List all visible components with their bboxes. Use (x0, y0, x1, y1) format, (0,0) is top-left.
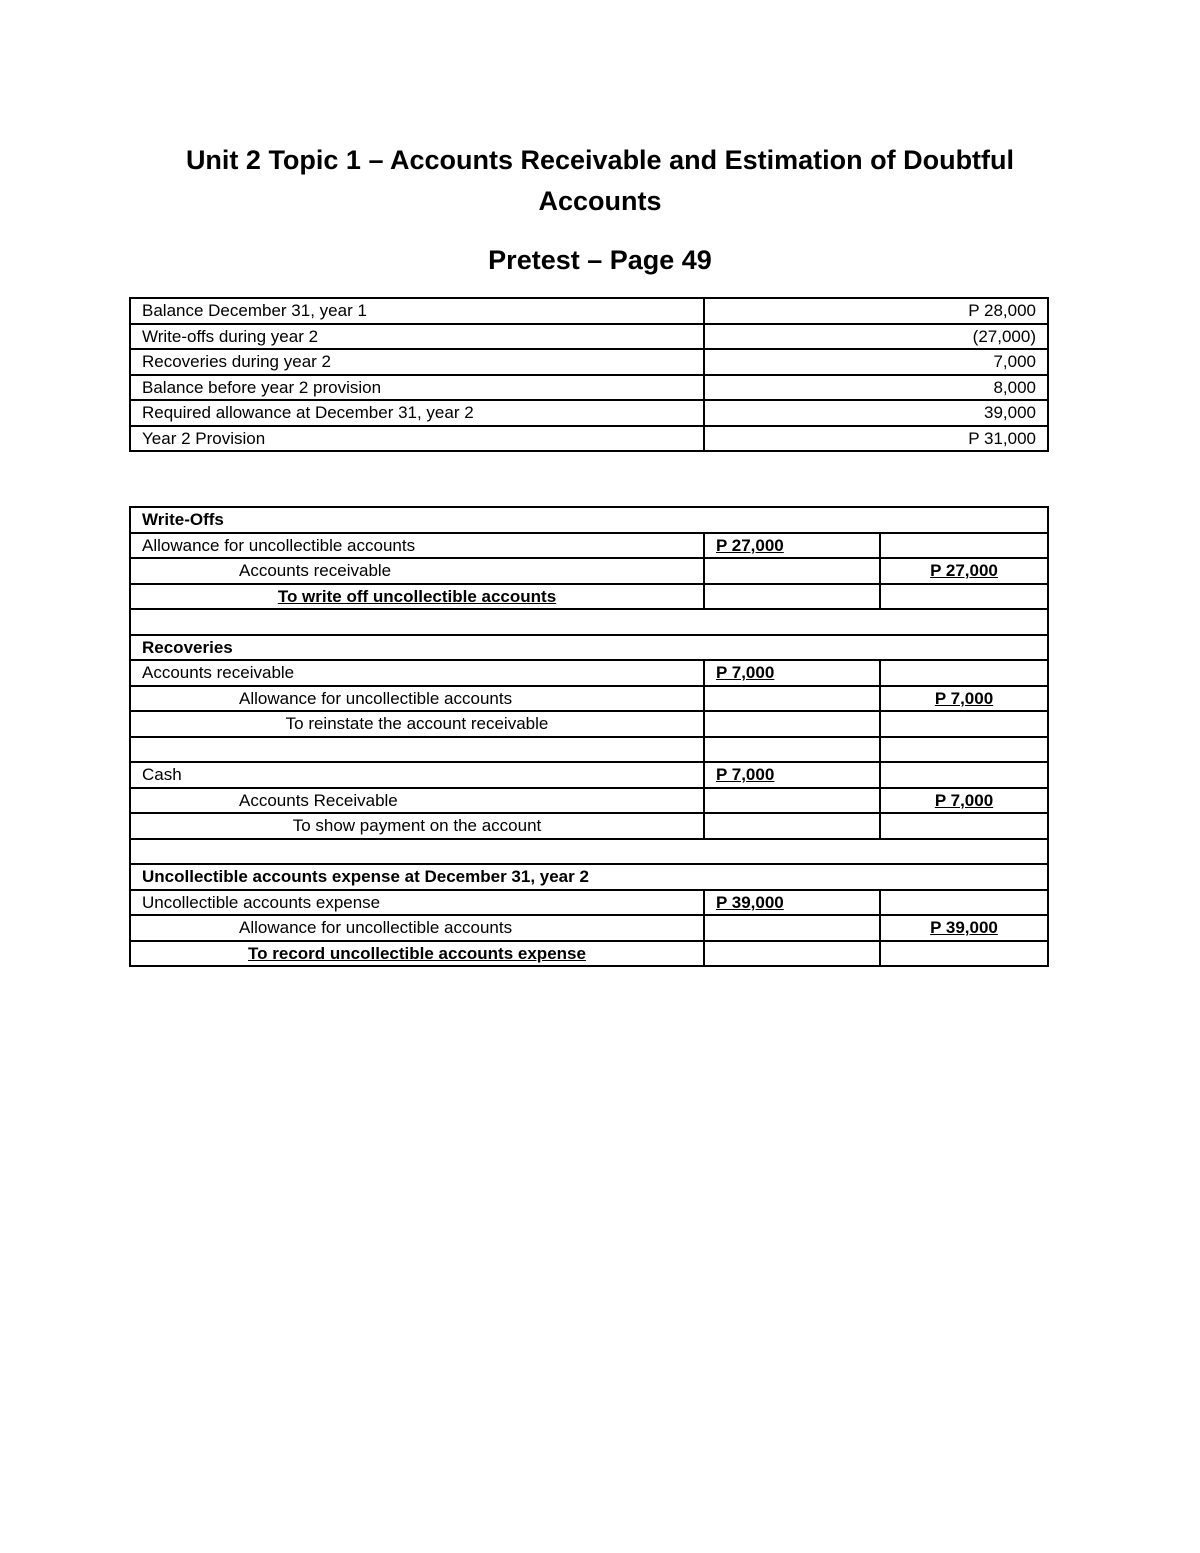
summary-label: Recoveries during year 2 (130, 349, 704, 375)
debit-account: Accounts receivable (130, 660, 704, 686)
debit-account: Uncollectible accounts expense (130, 890, 704, 916)
section-heading-expense: Uncollectible accounts expense at December 31, year 2 (130, 864, 1048, 890)
debit-amount: P 27,000 (716, 535, 784, 555)
debit-amount: P 7,000 (716, 663, 775, 683)
table-row (130, 609, 1048, 635)
entry-memo: To show payment on the account (130, 813, 704, 839)
table-row (130, 864, 1048, 890)
credit-amount: P 39,000 (930, 918, 998, 938)
credit-amount: P 27,000 (930, 561, 998, 581)
table-row (130, 839, 1048, 865)
table-row (130, 762, 1048, 788)
summary-value: P 31,000 (704, 426, 1048, 452)
credit-account: Allowance for uncollectible accounts (130, 915, 704, 941)
title-line-1: Unit 2 Topic 1 – Accounts Receivable and Estimation of Doubtful (185, 145, 1015, 175)
summary-label: Required allowance at December 31, year 2 (130, 400, 704, 426)
table-row (130, 400, 1048, 426)
credit-account: Accounts receivable (130, 558, 704, 584)
summary-label: Balance before year 2 provision (130, 375, 704, 401)
summary-table (129, 297, 1049, 452)
credit-amount: P 7,000 (934, 790, 994, 810)
summary-label: Balance December 31, year 1 (130, 298, 704, 324)
journal-entries-table (129, 506, 1049, 967)
section-heading-recoveries: Recoveries (130, 635, 1048, 661)
summary-label: Write-offs during year 2 (130, 324, 704, 350)
table-row (130, 558, 1048, 584)
table-row (130, 298, 1048, 324)
summary-value: 8,000 (704, 375, 1048, 401)
page-subtitle: Pretest – Page 49 (488, 245, 712, 275)
table-row (130, 507, 1048, 533)
summary-value: 7,000 (704, 349, 1048, 375)
entry-memo: To write off uncollectible accounts (277, 586, 557, 606)
table-row (130, 890, 1048, 916)
table-row (130, 349, 1048, 375)
entry-memo: To reinstate the account receivable (130, 711, 704, 737)
table-row (130, 533, 1048, 559)
table-row (130, 584, 1048, 610)
table-row (130, 660, 1048, 686)
table-row (130, 711, 1048, 737)
title-line-2: Accounts (538, 186, 662, 216)
debit-amount: P 7,000 (716, 765, 775, 785)
table-row (130, 788, 1048, 814)
debit-account: Cash (130, 762, 704, 788)
credit-amount: P 7,000 (934, 688, 994, 708)
entry-memo: To record uncollectible accounts expense (248, 943, 586, 963)
credit-account: Allowance for uncollectible accounts (130, 686, 704, 712)
table-row (130, 915, 1048, 941)
page-title (0, 140, 1200, 222)
debit-account: Allowance for uncollectible accounts (130, 533, 704, 559)
credit-account: Accounts Receivable (130, 788, 704, 814)
table-row (130, 737, 1048, 763)
summary-value: P 28,000 (704, 298, 1048, 324)
summary-value: 39,000 (704, 400, 1048, 426)
table-row (130, 375, 1048, 401)
table-row (130, 635, 1048, 661)
table-row (130, 686, 1048, 712)
table-row (130, 813, 1048, 839)
section-heading-writeoffs: Write-Offs (130, 507, 1048, 533)
summary-label: Year 2 Provision (130, 426, 704, 452)
debit-amount: P 39,000 (716, 892, 784, 912)
table-row (130, 941, 1048, 967)
table-row (130, 426, 1048, 452)
table-row (130, 324, 1048, 350)
summary-value: (27,000) (704, 324, 1048, 350)
